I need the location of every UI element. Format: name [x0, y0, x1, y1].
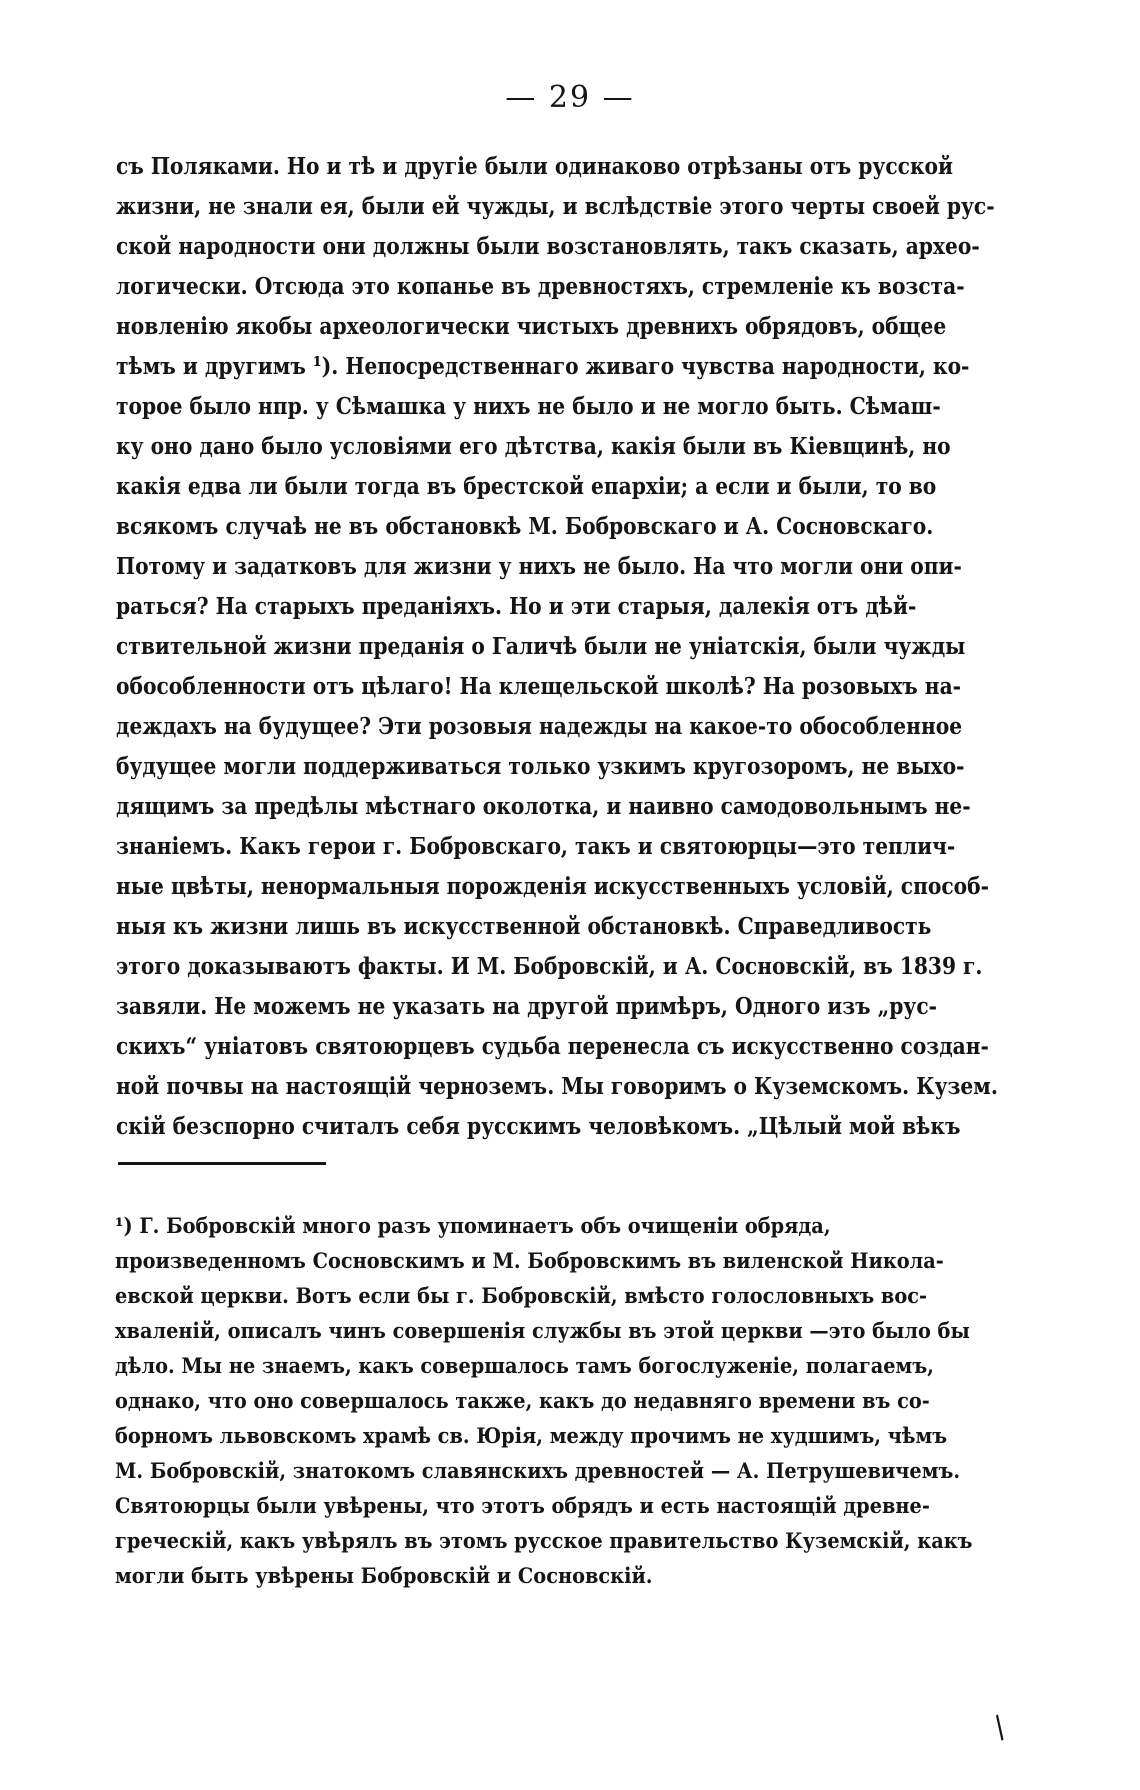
text-line: дящимъ за предѣлы мѣстнаго околотка, и наивно самодовольнымъ не- [116, 792, 971, 820]
text-line: ской народности они должны были возстановлять, такъ сказать, архео- [116, 232, 980, 260]
page-number: — 29 — [505, 80, 635, 115]
footnote-line: греческій, какъ увѣрялъ въ этомъ русское правительство Куземскій, какъ [115, 1528, 973, 1553]
text-line: деждахъ на будущее? Эти розовыя надежды на какое-то обособленное [116, 712, 963, 740]
text-line: Потому и задатковъ для жизни у нихъ не было. На что могли они опи- [116, 552, 962, 580]
text-line: новленію якобы археологически чистыхъ древнихъ обрядовъ, общее [116, 312, 947, 340]
footnote-line: произведенномъ Сосновскимъ и М. Бобровскимъ въ виленской Никола- [115, 1248, 944, 1273]
text-line: тѣмъ и другимъ ¹). Непосредственнаго живаго чувства народности, ко- [116, 352, 970, 380]
footnote-line: евской церкви. Вотъ если бы г. Бобровскій, вмѣсто голословныхъ вос- [115, 1283, 928, 1308]
text-line: съ Поляками. Но и тѣ и другіе были одинаково отрѣзаны отъ русской [116, 152, 954, 180]
text-line: всякомъ случаѣ не въ обстановкѣ М. Бобровскаго и А. Сосновскаго. [116, 512, 934, 540]
footnote-line: хваленій, описалъ чинъ совершенія службы въ этой церкви —это было бы [115, 1318, 970, 1343]
footnote-line: борномъ львовскомъ храмѣ св. Юрія, между прочимъ не худшимъ, чѣмъ [115, 1423, 948, 1448]
footnote-line: могли быть увѣрены Бобровскій и Сосновскій. [115, 1563, 653, 1588]
text-line: знаніемъ. Какъ герои г. Бобровскаго, такъ и святоюрцы—это теплич- [116, 832, 956, 860]
text-line: жизни, не знали ея, были ей чужды, и вслѣдствіе этого черты своей рус- [116, 192, 995, 220]
footnote-line: М. Бобровскій, знатокомъ славянскихъ древностей — А. Петрушевичемъ. [115, 1458, 961, 1483]
text-line: скій безспорно считалъ себя русскимъ человѣкомъ. „Цѣлый мой вѣкъ [116, 1112, 961, 1140]
text-line: ные цвѣты, ненормальныя порожденія искусственныхъ условій, способ- [116, 872, 990, 900]
footnote-line: ¹) Г. Бобровскій много разъ упоминаетъ объ очищеніи обряда, [115, 1213, 831, 1238]
text-line: этого доказываютъ факты. И М. Бобровскій, и А. Сосновскій, въ 1839 г. [116, 952, 983, 980]
text-line: ныя къ жизни лишь въ искусственной обстановкѣ. Справедливость [116, 912, 932, 940]
text-line: ной почвы на настоящій черноземъ. Мы говоримъ о Куземскомъ. Кузем. [116, 1072, 998, 1100]
scan-mark-icon: / [986, 1709, 1013, 1746]
footnote [115, 1208, 973, 1593]
text-line: ствительной жизни преданія о Галичѣ были не уніатскія, были чужды [116, 632, 966, 660]
text-line: торое было нпр. у Сѣмашка у нихъ не было и не могло быть. Сѣмаш- [116, 392, 941, 420]
text-line: будущее могли поддерживаться только узкимъ кругозоромъ, не выхо- [116, 752, 965, 780]
footnote-line: дѣло. Мы не знаемъ, какъ совершалось тамъ богослуженіе, полагаемъ, [115, 1353, 934, 1378]
text-line: раться? На старыхъ преданіяхъ. Но и эти старыя, далекія отъ дѣй- [116, 592, 917, 620]
main-text [116, 146, 998, 1146]
footnote-divider [118, 1162, 326, 1165]
text-line: ку оно дано было условіями его дѣтства, какія были въ Кіевщинѣ, но [116, 432, 951, 460]
text-line: какія едва ли были тогда въ брестской епархіи; а если и были, то во [116, 472, 937, 500]
text-line: обособленности отъ цѣлаго! На клещельской школѣ? На розовыхъ на- [116, 672, 962, 700]
footnote-line: Святоюрцы были увѣрены, что этотъ обрядъ и есть настоящій древне- [115, 1493, 930, 1518]
text-line: завяли. Не можемъ не указать на другой примѣръ, Одного изъ „рус- [116, 992, 938, 1020]
text-line: скихъ“ уніатовъ святоюрцевъ судьба перенесла съ искусственно создан- [116, 1032, 989, 1060]
footnote-line: однако, что оно совершалось также, какъ до недавняго времени въ со- [115, 1388, 930, 1413]
text-line: логически. Отсюда это копанье въ древностяхъ, стремленіе къ возста- [116, 272, 965, 300]
